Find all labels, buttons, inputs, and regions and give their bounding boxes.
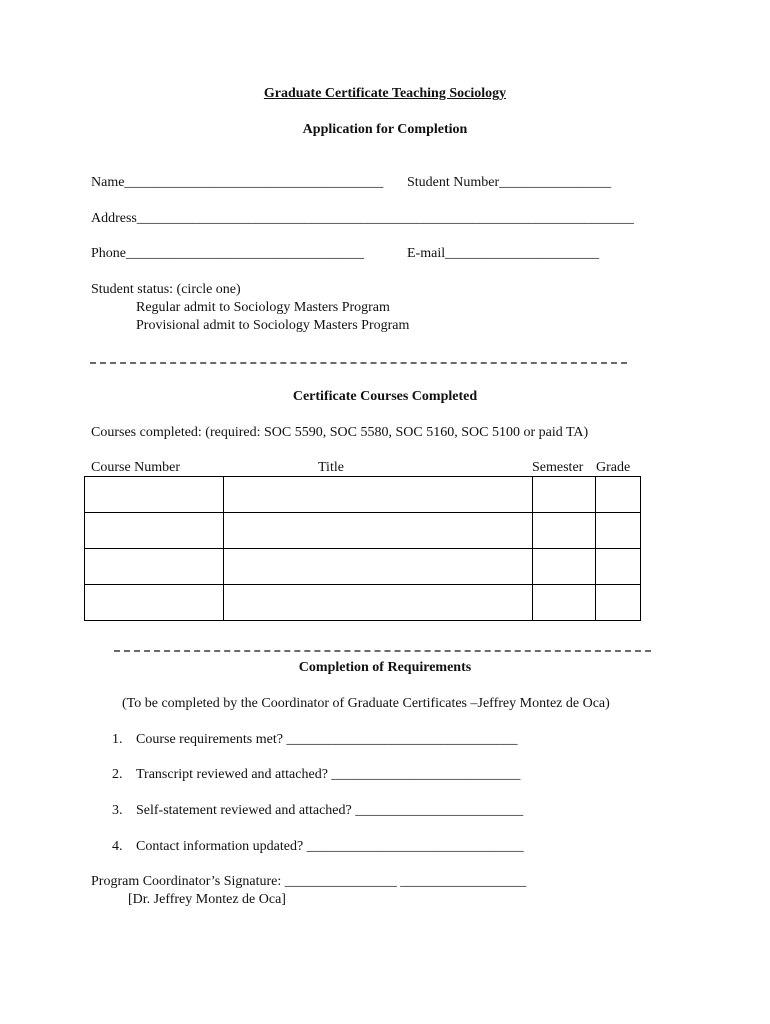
phone-field[interactable]: Phone__________________________________ (91, 246, 364, 261)
course-title-cell[interactable] (223, 513, 532, 549)
courses-heading: Certificate Courses Completed (292, 389, 478, 404)
requirement-number: 1. (112, 732, 123, 747)
course-semester-cell[interactable] (533, 513, 596, 549)
column-header-grade: Grade (596, 460, 631, 475)
table-row (85, 477, 641, 513)
document-title: Graduate Certificate Teaching Sociology (263, 86, 507, 101)
course-title-cell[interactable] (223, 585, 532, 621)
table-row (85, 513, 641, 549)
address-field[interactable]: Address_______________________________________________________________________ (91, 211, 634, 226)
course-title-cell[interactable] (223, 477, 532, 513)
requirement-course-met[interactable]: Course requirements met? _________________________________ (136, 732, 518, 747)
requirements-note: (To be completed by the Coordinator of Graduate Certificates –Jeffrey Montez de Oca) (122, 696, 610, 711)
course-grade-cell[interactable] (596, 513, 641, 549)
course-grade-cell[interactable] (596, 585, 641, 621)
student-number-field[interactable]: Student Number________________ (407, 175, 612, 190)
courses-table (84, 476, 641, 621)
course-grade-cell[interactable] (596, 477, 641, 513)
column-header-semester: Semester (532, 460, 584, 475)
section-divider (114, 650, 651, 652)
requirement-transcript[interactable]: Transcript reviewed and attached? ___________________________ (136, 767, 521, 782)
student-status-label: Student status: (circle one) (91, 282, 241, 297)
signatory-name: [Dr. Jeffrey Montez de Oca] (128, 892, 286, 907)
course-grade-cell[interactable] (596, 549, 641, 585)
course-number-cell[interactable] (85, 585, 224, 621)
name-field[interactable]: Name_____________________________________ (91, 175, 384, 190)
section-divider (90, 362, 627, 364)
requirement-number: 4. (112, 839, 123, 854)
table-row (85, 549, 641, 585)
email-field[interactable]: E-mail______________________ (407, 246, 600, 261)
course-number-cell[interactable] (85, 513, 224, 549)
course-number-cell[interactable] (85, 549, 224, 585)
column-header-course-number: Course Number (91, 460, 181, 475)
column-header-title: Title (318, 460, 344, 475)
course-semester-cell[interactable] (533, 477, 596, 513)
course-number-cell[interactable] (85, 477, 224, 513)
course-title-cell[interactable] (223, 549, 532, 585)
courses-requirement-note: Courses completed: (required: SOC 5590, SOC 5580, SOC 5160, SOC 5100 or paid TA) (91, 425, 589, 440)
status-option-provisional[interactable]: Provisional admit to Sociology Masters Program (136, 318, 410, 333)
requirement-number: 3. (112, 803, 123, 818)
status-option-regular[interactable]: Regular admit to Sociology Masters Program (136, 300, 390, 315)
document-subtitle: Application for Completion (302, 122, 468, 137)
requirement-number: 2. (112, 767, 123, 782)
signature-field[interactable]: Program Coordinator’s Signature: ________________ __________________ (91, 874, 527, 889)
requirement-self-statement[interactable]: Self-statement reviewed and attached? ________________________ (136, 803, 524, 818)
table-row (85, 585, 641, 621)
course-semester-cell[interactable] (533, 549, 596, 585)
requirement-contact-info[interactable]: Contact information updated? _______________________________ (136, 839, 524, 854)
course-semester-cell[interactable] (533, 585, 596, 621)
requirements-heading: Completion of Requirements (298, 660, 472, 675)
